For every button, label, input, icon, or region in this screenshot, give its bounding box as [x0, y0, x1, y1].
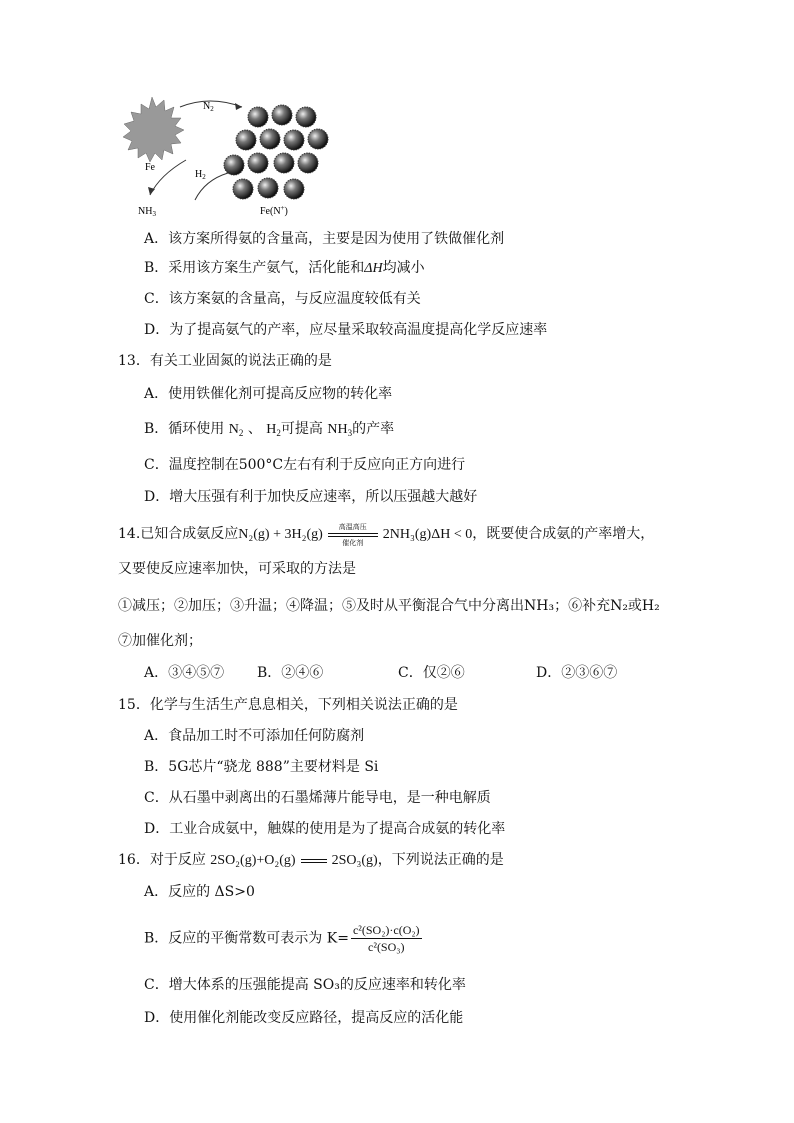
- q12-option-b: B．采用该方案生产氨气，活化能和ΔH均减小: [144, 260, 425, 276]
- fe-label: Fe: [145, 162, 155, 173]
- q15-option-a: A．食品加工时不可添加任何防腐剂: [144, 728, 365, 744]
- q16-option-a: A．反应的 ΔS>0: [144, 884, 255, 900]
- q15-option-d: D．工业合成氨中，触媒的使用是为了提高合成氨的转化率: [144, 821, 506, 837]
- q16-stem: 16．对于反应 2SO₂(g)+O₂(g) 2SO₃(g)，下列说法正确的是: [118, 852, 504, 868]
- q13-option-a: A．使用铁催化剂可提高反应物的转化率: [144, 386, 393, 402]
- q14-options-list-2: ⑦加催化剂；: [118, 633, 202, 649]
- q15-option-b: B．5G芯片“骁龙 888”主要材料是 Si: [144, 759, 379, 775]
- h2-label: $H_2$: [195, 169, 206, 181]
- q12-option-d: D．为了提高氨气的产率，应尽量采取较高温度提高化学反应速率: [144, 322, 548, 338]
- q14-options-list-1: ①减压；②加压；③升温；④降温；⑤及时从平衡混合气中分离出NH₃；⑥补充N₂或H₂: [118, 598, 660, 614]
- q16-option-d: D．使用催化剂能改变反应路径，提高反应的活化能: [144, 1010, 464, 1026]
- q12-option-a: A．该方案所得氨的含量高，主要是因为使用了铁做催化剂: [144, 231, 505, 247]
- catalyst-figure: [110, 95, 350, 225]
- q15-option-c: C．从石墨中剥离出的石墨烯薄片能导电，是一种电解质: [144, 790, 491, 806]
- fe-catalyst-icon: [123, 97, 184, 162]
- nh3-label: $NH_3$: [138, 206, 156, 218]
- q13-option-d: D．增大压强有利于加快反应速率，所以压强越大越好: [144, 489, 478, 505]
- q15-stem: 15．化学与生活生产息息相关，下列相关说法正确的是: [118, 697, 458, 713]
- q13-stem: 13．有关工业固氮的说法正确的是: [118, 353, 332, 369]
- equilibrium-arrow-icon: [299, 851, 329, 869]
- q14-option-c: C．仅②⑥: [398, 665, 465, 681]
- q14-option-a: A．③④⑤⑦: [144, 665, 225, 681]
- q16-option-b: B．反应的平衡常数可表示为 K= $\frac{\text{c²(SO₂)·c(O₂)}}{\text{c²(SO₃)}}$: [144, 923, 420, 954]
- q14-stem: 14.已知合成氨反应N₂(g) + 3H₂(g) 高温高压 催化剂 2NH₃(g)ΔH < 0，既要使合成氨的产率增大，: [118, 523, 655, 547]
- q13-option-c: C．温度控制在500°C左右有利于反应向正方向进行: [144, 457, 466, 473]
- n2-label: $N_2$: [203, 101, 214, 113]
- q14-option-b: B．②④⑥: [257, 665, 324, 681]
- equilibrium-arrow-icon: 高温高压 催化剂: [326, 525, 380, 543]
- q16-option-c: C．增大体系的压强能提高 SO₃的反应速率和转化率: [144, 977, 466, 993]
- equilibrium-constant-fraction: $\frac{\text{c²(SO₂)·c(O₂)}}{\text{c²(SO₃)}}$: [352, 923, 420, 954]
- fen-cluster: [224, 105, 328, 199]
- q13-option-b: B．循环使用 $N_2$ 、 $H_2$可提高 $NH_3$的产率: [144, 421, 395, 438]
- q14-option-d: D．②③⑥⑦: [536, 665, 618, 681]
- q14-stem-2: 又要使反应速率加快，可采取的方法是: [118, 561, 356, 577]
- q12-option-c: C．该方案氨的含量高，与反应温度较低有关: [144, 291, 421, 307]
- fen-label: Fe(N+): [260, 204, 288, 217]
